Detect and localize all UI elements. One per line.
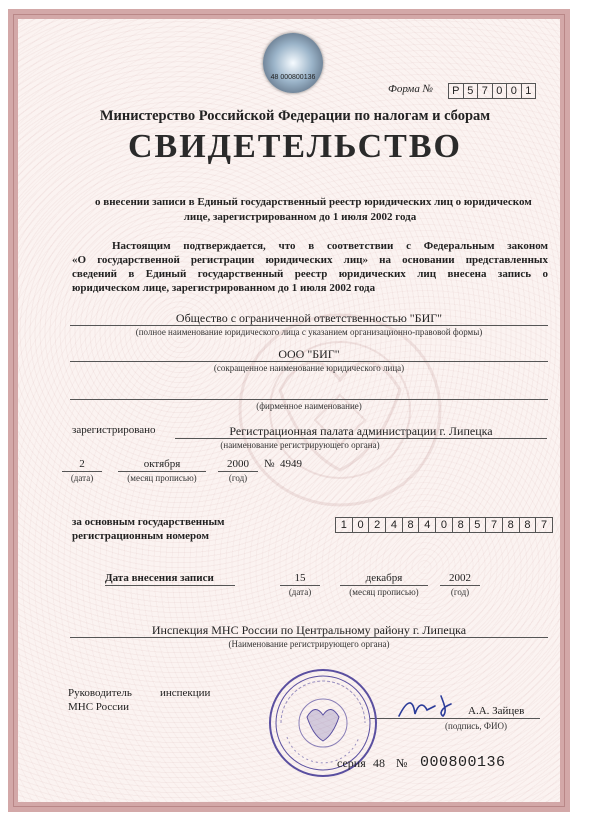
short-name-caption: (сокращенное наименование юридического лица) — [213, 363, 405, 373]
subtitle-line-2: лице, зарегистрированном до 1 июля 2002 года — [183, 211, 417, 223]
hologram-icon — [263, 33, 323, 93]
entry-month-line — [340, 585, 428, 586]
form-digit: Р — [449, 83, 464, 99]
entry-month: декабря — [365, 572, 403, 584]
serial-number-label: № — [396, 756, 408, 770]
registration-year-line — [218, 471, 258, 472]
ogrn-digit: 2 — [369, 517, 386, 533]
ogrn-label-line-1: за основным государственным — [72, 516, 225, 528]
full-name-caption: (полное наименование юридического лица с указанием организационно-правовой формы) — [135, 327, 483, 337]
hologram-number: 48 000800136 — [270, 74, 316, 81]
registration-month-line — [118, 471, 206, 472]
ogrn-digit: 1 — [336, 517, 353, 533]
entry-day-line — [280, 585, 320, 586]
full-name-line — [70, 325, 548, 326]
form-digit: 0 — [493, 83, 508, 99]
registration-year-caption: (год) — [228, 473, 248, 483]
ogrn-digit: 7 — [536, 517, 553, 533]
ogrn-digit: 8 — [503, 517, 520, 533]
signer-name: А.А. Зайцев — [468, 705, 525, 717]
signer-role-line-2: МНС России — [68, 701, 129, 713]
registration-number: 4949 — [280, 458, 302, 470]
form-number — [448, 81, 536, 99]
short-name-value: ООО "БИГ" — [278, 347, 340, 361]
brand-name-line — [70, 399, 548, 400]
body-line-3: сведений в Единый государственный реестр юридических лиц внесена запись о — [72, 268, 548, 280]
registration-number-label: № — [264, 458, 275, 470]
entry-year-line — [440, 585, 480, 586]
entry-year-caption: (год) — [450, 587, 470, 597]
ogrn-digit: 4 — [419, 517, 436, 533]
page-title: СВИДЕТЕЛЬСТВО — [128, 128, 462, 165]
entry-date-label-line — [105, 585, 235, 586]
serial-prefix: серия — [337, 756, 366, 770]
ogrn-digit: 0 — [436, 517, 453, 533]
registration-month: октября — [143, 458, 181, 470]
serial-series: 48 — [373, 756, 385, 770]
ogrn-label-line-2: регистрационным номером — [72, 530, 209, 542]
form-digit: 7 — [478, 83, 493, 99]
registration-year: 2000 — [227, 458, 249, 470]
form-digit: 5 — [464, 83, 479, 99]
body-line-1: Настоящим подтверждается, что в соответствии с Федеральным законом — [112, 240, 548, 252]
registration-authority-line — [175, 438, 547, 439]
signer-role-word-2: инспекции — [160, 687, 211, 699]
ogrn-digit: 5 — [470, 517, 487, 533]
subtitle-line-1: о внесении записи в Единый государственный реестр юридических лиц о юридическом — [95, 196, 532, 208]
ogrn-digit: 7 — [486, 517, 503, 533]
registration-authority: Регистрационная палата администрации г. Липецка — [229, 424, 493, 438]
registered-label: зарегистрировано — [72, 424, 156, 436]
signer-role-line-1: Руководитель — [68, 687, 132, 699]
ogrn-digit: 4 — [386, 517, 403, 533]
ogrn-digit: 8 — [403, 517, 420, 533]
entry-day-caption: (дата) — [288, 587, 312, 597]
short-name-line — [70, 361, 548, 362]
signature-caption: (подпись, ФИО) — [445, 721, 507, 731]
brand-name-caption: (фирменное наименование) — [256, 401, 362, 411]
full-name-value: Общество с ограниченной ответственностью "БИГ" — [175, 311, 443, 325]
entry-year: 2002 — [449, 572, 471, 584]
inspection-name: Инспекция МНС России по Центральному району г. Липецка — [151, 623, 467, 637]
entry-day: 15 — [294, 572, 306, 584]
form-digit: 0 — [507, 83, 522, 99]
ogrn-number — [335, 515, 553, 533]
serial-number: 000800136 — [420, 754, 506, 771]
registration-month-caption: (месяц прописью) — [127, 473, 197, 483]
form-label: Форма № — [388, 83, 433, 95]
ogrn-digit: 8 — [520, 517, 537, 533]
registration-day-line — [62, 471, 102, 472]
registration-day: 2 — [79, 458, 85, 470]
ogrn-digit: 0 — [353, 517, 370, 533]
form-digit: 1 — [522, 83, 537, 99]
ministry-name: Министерство Российской Федерации по налогам и сборам — [99, 108, 491, 124]
body-line-4: юридическом лице, зарегистрированном до 1 июля 2002 года — [72, 282, 376, 294]
registration-authority-caption: (наименование регистрирующего органа) — [220, 440, 380, 450]
body-line-2: «О государственной регистрации юридических лиц» на основании представленных — [72, 254, 548, 266]
inspection-caption: (Наименование регистрирующего органа) — [228, 639, 390, 649]
entry-date-label: Дата внесения записи — [105, 572, 214, 584]
registration-day-caption: (дата) — [70, 473, 94, 483]
inspection-line — [70, 637, 548, 638]
ogrn-digit: 8 — [453, 517, 470, 533]
entry-month-caption: (месяц прописью) — [349, 587, 419, 597]
handwritten-signature-icon — [395, 692, 465, 722]
